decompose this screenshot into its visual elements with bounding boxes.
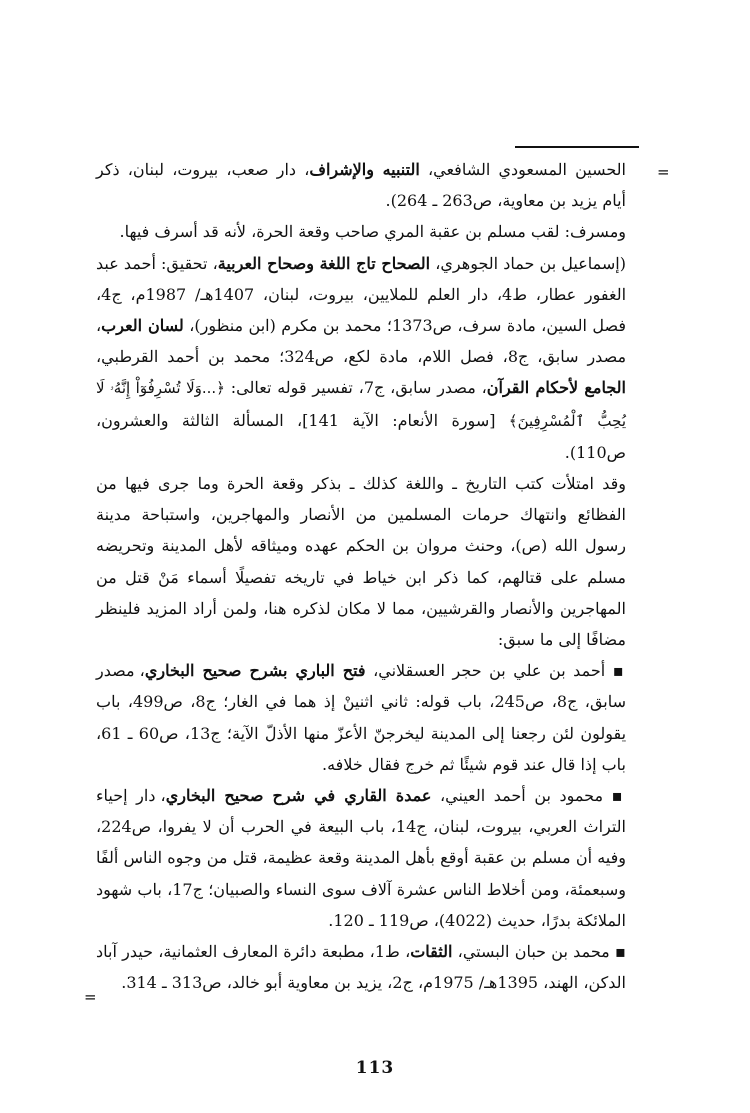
book-title: التنبيه والإشراف [309,160,420,179]
footnote-paragraph [96,216,626,247]
text-run: الحسين المسعودي الشافعي، [419,160,627,179]
text-run: ▪ محمد بن حبان البستي، [452,942,626,962]
footnote-paragraph [96,936,626,998]
book-title: الصحاح تاج اللغة وصحاح العربية [217,253,431,273]
text-run: وقد امتلأت كتب التاريخ ـ واللغة كذلك ـ بذكر وقعة الحرة وما جرى فيها من الفظائع وانتهاك حرمات المسلمين من الأنصار والمهاجرين، واستباحة مدينة رسول الله (ص)، وحنث مروان بن الحكم عهده وميثاقه لأهل المدينة وتحريضه مسلم على قتالهم، كما ذكر ابن خياط في تاريخه تفصيلًا أسماء مَنْ قتل من المهاجرين والأنصار والقرشيين، مما لا مكان لذكره هنا، ولمن أراد المزيد فلينظر مضافًا إلى ما سبق: [96,474,626,650]
text-run: ، تحقيق: أحمد عبد الغفور عطار، ط4، دار العلم للملايين، بيروت، لبنان، 1407هـ/ 1987م، ج4، فصل السين، مادة سرف، ص1373؛ محمد بن مكرم (ابن منظور)، [96,253,627,336]
text-run: ، مصدر سابق، ج8، فصل اللام، مادة لكع، ص324؛ محمد بن أحمد القرطبي، [96,316,627,367]
footnote-paragraph [96,248,626,468]
quran-verse: ﴿...وَلَا تُسْرِفُوٓاْ إِنَّهُۥ لَا يُحِبُّ ٱلْمُسْرِفِينَ﴾ [96,379,626,430]
book-title: عمدة القاري في شرح صحيح البخاري [165,786,432,806]
text-run: (إسماعيل بن حماد الجوهري، [430,253,626,273]
book-title: الجامع لأحكام القرآن [486,378,627,398]
text-run: [سورة الأنعام: الآية 141]، المسألة الثالثة والعشرون، ص110). [96,410,626,462]
footnote-text-block [96,154,626,998]
text-run: ▪ أحمد بن علي بن حجر العسقلاني، [365,661,627,681]
text-run: ▪ محمود بن أحمد العيني، [431,786,627,806]
text-run: ومسرف: لقب مسلم بن عقبة المري صاحب وقعة الحرة، لأنه قد أسرف فيها. [119,222,626,242]
book-title: لسان العرب [101,316,184,336]
footnote-paragraph [96,655,626,780]
continuation-mark-bottom: = [84,988,97,1006]
text-run: ، ط1، مطبعة دائرة المعارف العثمانية، حيدر آباد الدكن، الهند، 1395هـ/ 1975م، ج2، يزيد بن معاوية أبو خالد، ص313 ـ 314. [96,942,626,993]
text-run: ، دار صعب، بيروت، لبنان، ذكر أيام يزيد بن معاوية، ص263 ـ 264). [96,160,626,211]
book-title: الثقات [410,942,453,962]
page-number: 113 [355,1058,395,1078]
text-run: ، مصدر سابق، ج8، ص245، باب قوله: ثاني اثنينْ إذ هما في الغار؛ ج8، ص499، باب يقولون لئن رجعنا إلى المدينة ليخرجنّ الأعزّ منها الأذلّ الآية؛ ج13، ص60 ـ 61، باب إذا قال عند قوم شيئًا ثم خرج فقال خلافه. [96,661,627,774]
text-run: ، دار إحياء التراث العربي، بيروت، لبنان، ج14، باب البيعة في الحرب أن لا يفروا، ص224، وفيه أن مسلم بن عقبة أوقع بأهل المدينة وقعة عظيمة، قتل من وجوه الناس ألفًا وسبعمئة، ومن أخلاط الناس عشرة آلاف سوى النساء والصبيان؛ ج17، باب شهود الملائكة بدرًا، حديث (4022)، ص119 ـ 120. [96,786,627,930]
footnote-separator-rule [515,146,639,148]
continuation-mark-top: = [657,163,670,181]
text-run: ، مصدر سابق، ج7، تفسير قوله تعالى: [224,378,487,398]
book-title: فتح الباري بشرح صحيح البخاري [144,661,366,681]
footnote-paragraph [96,154,626,216]
footnote-paragraph [96,468,626,655]
footnote-paragraph [96,780,626,936]
